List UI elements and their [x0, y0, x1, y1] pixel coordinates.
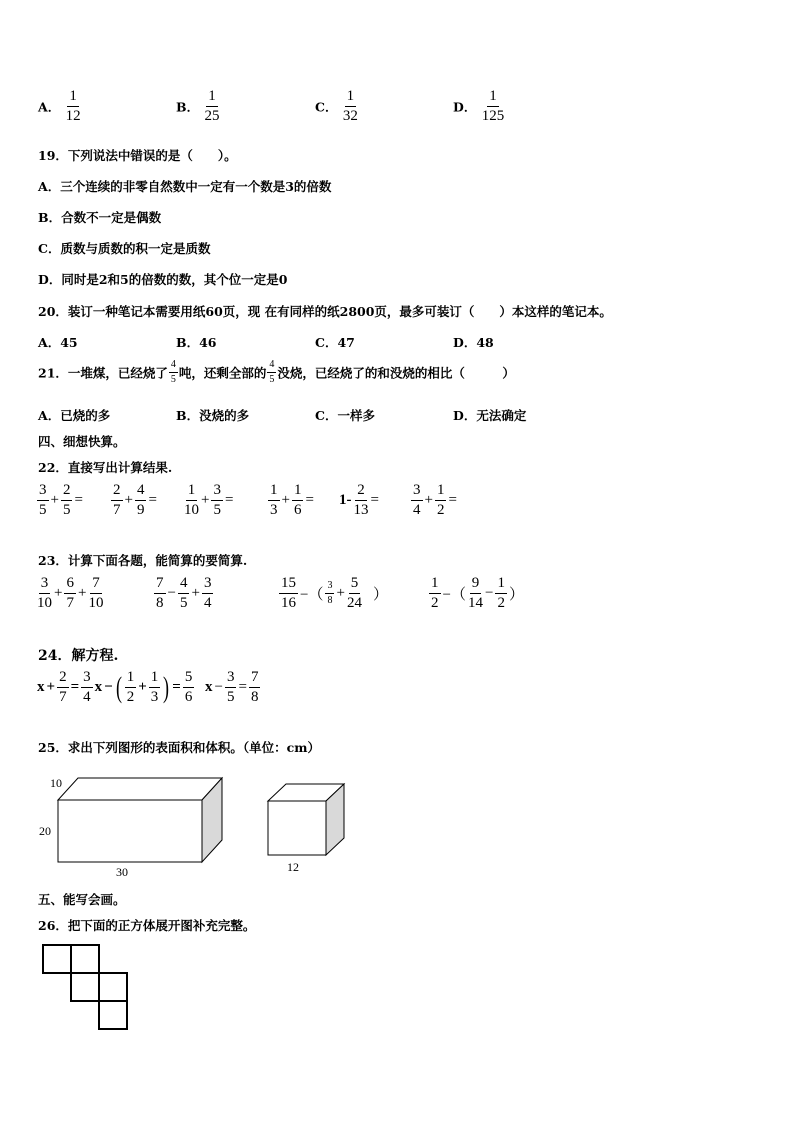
q18-option-a: A． $\frac{1}{12}$ — [38, 88, 81, 124]
q25-figures — [30, 770, 390, 880]
q23-stem: 23．计算下面各题，能简算的要简算. — [38, 553, 248, 568]
q19-option-d: D．同时是2和5的倍数的数，其个位一定是0 — [38, 272, 288, 287]
q24-equation-1: x + $\frac{2}{7}$ = $\frac{3}{4}$ x − ( $\frac{1}{2}$ + $\frac{1}{3}$ ) = $\frac{5}{6}$ — [37, 669, 193, 705]
q23-expr-1: $\frac{3}{10}$ + $\frac{6}{7}$ + $\frac{7}{10}$ — [37, 575, 104, 611]
q22-item-4: $\frac{1}{3}$ + $\frac{1}{6}$ = — [270, 482, 314, 518]
q20-option-a: A．45 — [38, 335, 78, 350]
q18-option-c: C． $\frac{1}{32}$ — [315, 88, 358, 124]
q20-stem: 20．装订一种笔记本需要用纸60页，现 在有同样的纸2800页，最多可装订（ ）本这样的笔记本。 — [38, 304, 612, 319]
cuboid-height-label: 20 — [39, 824, 51, 838]
q21-option-a: A．已烧的多 — [38, 408, 111, 423]
cuboid-length-label: 30 — [116, 865, 128, 879]
q25-stem: 25．求出下列图形的表面积和体积。（单位：cm） — [38, 740, 320, 755]
q20-option-d: D．48 — [453, 335, 494, 350]
q21-option-d: D．无法确定 — [453, 408, 527, 423]
cuboid-figure — [58, 778, 222, 862]
q22-item-5: 1- $\frac{2}{13}$ = — [339, 482, 379, 518]
q23-expr-2: $\frac{7}{8}$ − $\frac{4}{5}$ + $\frac{3}{4}$ — [156, 575, 212, 611]
q19-option-c: C．质数与质数的积一定是质数 — [38, 241, 211, 256]
q22-item-2: $\frac{2}{7}$ + $\frac{4}{9}$ = — [113, 482, 157, 518]
section-4-heading: 四、细想快算。 — [38, 434, 126, 449]
q21-stem: 21．一堆煤，已经烧了 $\frac{4}{5}$ 吨，还剩全部的 $\frac{4}{5}$ 没烧，已经烧了的和没烧的相比（ ） — [38, 359, 515, 385]
cuboid-depth-label: 10 — [50, 776, 62, 790]
q19-stem: 19．下列说法中错误的是（ ）。 — [38, 148, 237, 163]
q22-stem: 22．直接写出计算结果. — [38, 460, 173, 475]
q22-item-6: $\frac{3}{4}$ + $\frac{1}{2}$ = — [413, 482, 457, 518]
q20-option-b: B．46 — [176, 335, 217, 350]
q23-expr-4: $\frac{1}{2}$ −（ $\frac{9}{14}$ − $\frac{1}{2}$ ） — [431, 575, 524, 611]
cube-figure — [268, 784, 344, 855]
cube-net-figure — [42, 944, 132, 1039]
cube-edge-label: 12 — [287, 860, 299, 874]
q19-option-b: B．合数不一定是偶数 — [38, 210, 162, 225]
q26-stem: 26．把下面的正方体展开图补充完整。 — [38, 918, 256, 933]
q24-stem: 24．解方程. — [38, 648, 119, 664]
q22-item-1: $\frac{3}{5}$ + $\frac{2}{5}$ = — [39, 482, 83, 518]
q22-item-3: $\frac{1}{10}$ + $\frac{3}{5}$ = — [184, 482, 234, 518]
q23-expr-3: $\frac{15}{16}$ −（ $\frac{3}{8}$ + $\frac{5}{24}$ ） — [281, 575, 388, 611]
q20-option-c: C．47 — [315, 335, 355, 350]
q18-option-b: B． $\frac{1}{25}$ — [176, 88, 220, 124]
q24-equation-2: x − $\frac{3}{5}$ = $\frac{7}{8}$ — [205, 669, 259, 705]
section-5-heading: 五、能写会画。 — [38, 892, 126, 907]
q18-option-d: D． $\frac{1}{125}$ — [453, 88, 505, 124]
q19-option-a: A．三个连续的非零自然数中一定有一个数是3的倍数 — [38, 179, 332, 194]
q21-option-b: B．没烧的多 — [176, 408, 250, 423]
q21-option-c: C．一样多 — [315, 408, 375, 423]
